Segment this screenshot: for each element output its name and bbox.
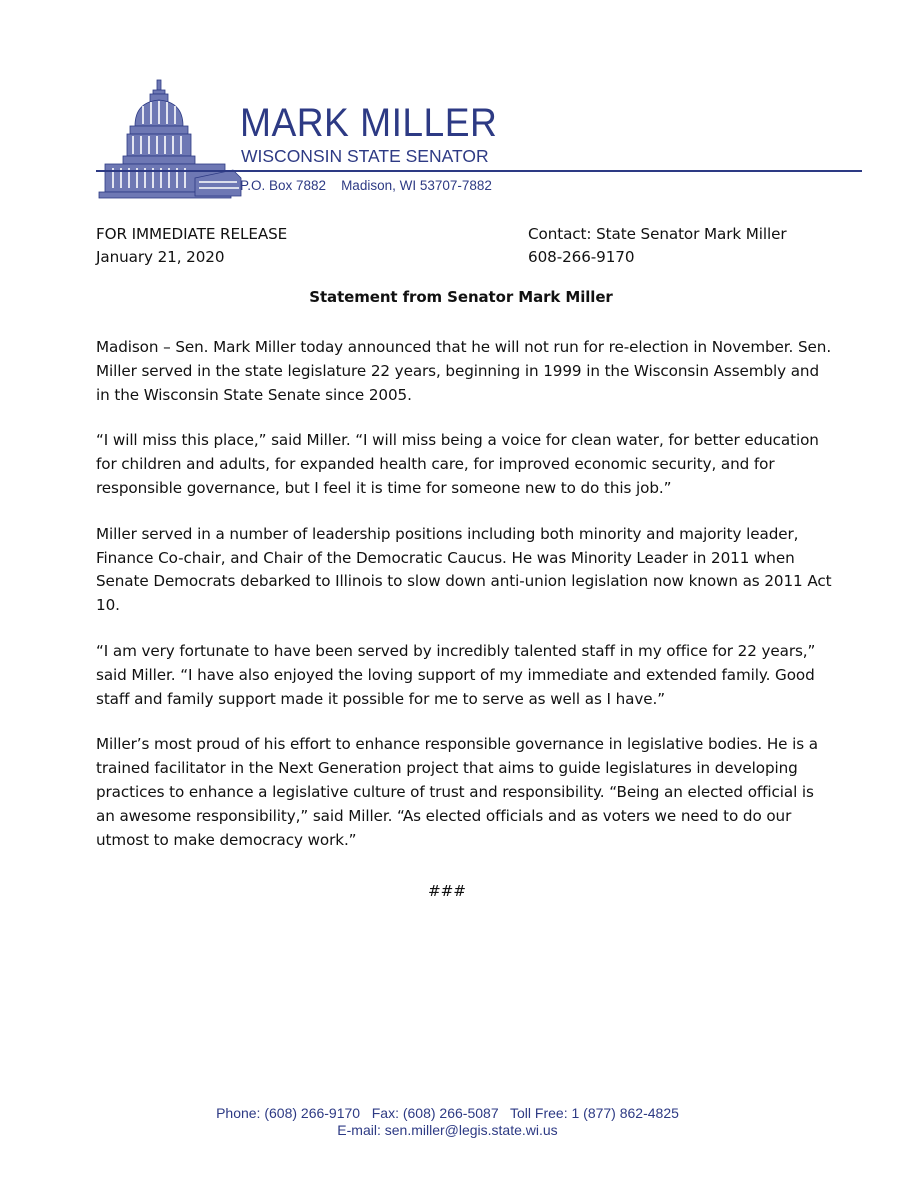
senator-title: WISCONSIN STATE SENATOR (241, 146, 489, 166)
footer-phone-numbers: Phone: (608) 266-9170 Fax: (608) 266-5087 Toll Free: 1 (877) 862-4825 (216, 1105, 679, 1121)
contact-name: Contact: State Senator Mark Miller (528, 225, 787, 243)
contact-info (528, 223, 787, 269)
release-date: January 21, 2020 (96, 248, 225, 266)
release-label: FOR IMMEDIATE RELEASE (96, 225, 288, 243)
statement-headline: Statement from Senator Mark Miller (309, 288, 613, 306)
footer (0, 1105, 895, 1139)
contact-phone: 608-266-9170 (528, 248, 635, 266)
letterhead (0, 0, 922, 210)
end-mark: ### (428, 882, 466, 900)
release-info (96, 223, 287, 269)
senator-name-heading: MARK MILLER (240, 101, 498, 145)
paragraph: “I will miss this place,” said Miller. “I will miss being a voice for clean water, for better education for children and adults, for expanded health care, for improved economic security, and for responsible governance, but I feel it is time for someone new to do this job.” (96, 431, 819, 497)
paragraph: Madison – Sen. Mark Miller today announced that he will not run for re-election in November. Sen. Miller served in the state legislature 22 years, beginning in 1999 in the Wisconsin Assembly and in the Wisconsin State Senate since 2005. (96, 338, 832, 404)
paragraph: “I am very fortunate to have been served by incredibly talented staff in my office for 22 years,” said Miller. “I have also enjoyed the loving support of my immediate and extended family. Good staff and family support made it possible for me to serve as well as I have.” (96, 641, 816, 708)
mailing-address: P.O. Box 7882 Madison, WI 53707-7882 (240, 178, 492, 193)
letterhead-divider (96, 170, 862, 172)
footer-email: E-mail: sen.miller@legis.state.wi.us (337, 1122, 558, 1138)
paragraph: Miller served in a number of leadership positions including both minority and majority leader, Finance Co-chair, and Chair of the Democratic Caucus. He was Minority Leader in 2011 when Senate Democrats debarked to Illinois to slow down anti-union legislation now known as 2011 Act 10. (96, 524, 832, 615)
statement-body (96, 336, 836, 874)
paragraph: Miller’s most proud of his effort to enhance responsible governance in legislative bodies. He is a trained facilitator in the Next Generation project that aims to guide legislatures in developing practices to enhance a legislative culture of trust and responsibility. “Being an elected official is an awesome responsibility,” said Miller. “As elected officials and as voters we need to do our utmost to make democracy work.” (96, 735, 819, 849)
capitol-dome-icon (95, 78, 245, 203)
